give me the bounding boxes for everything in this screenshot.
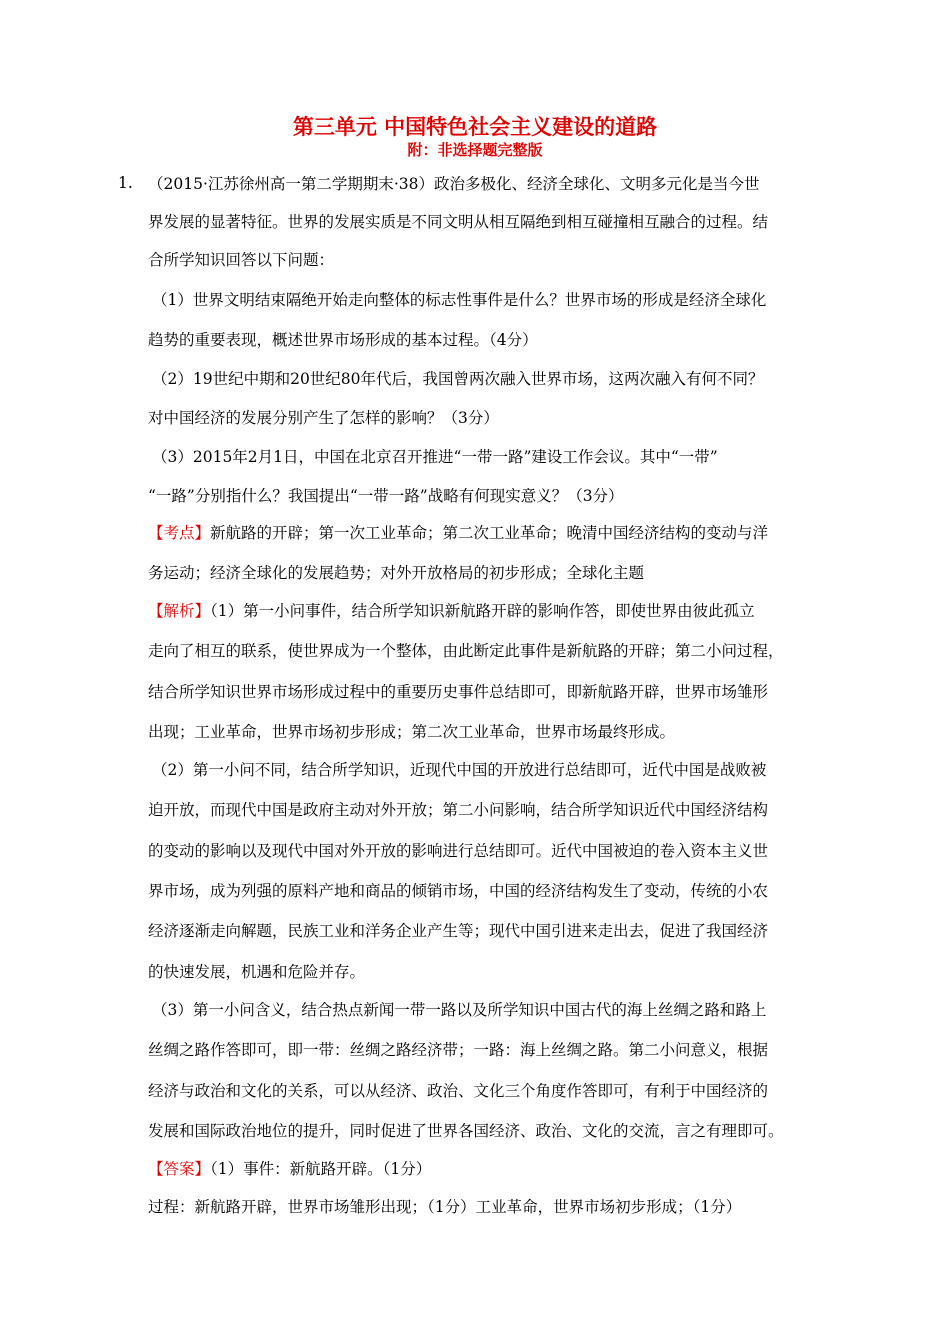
text-line: （3）2015年2月1日，中国在北京召开推进“一带一路”建设工作会议。其中“一带” — [152, 448, 718, 466]
text-line: （2015·江苏徐州高一第二学期期末·38）政治多极化、经济全球化、文明多元化是当今世 — [148, 175, 760, 193]
text-line: 迫开放，而现代中国是政府主动对外开放；第二小问影响，结合所学知识近代中国经济结构 — [148, 801, 769, 819]
text-line: （2）19世纪中期和20世纪80年代后，我国曾两次融入世界市场，这两次融入有何不同？ — [152, 370, 764, 388]
text-line: 趋势的重要表现，概述世界市场形成的基本过程。（4分） — [148, 331, 538, 349]
text-line: 【解析】（1）第一小问事件，结合所学知识新航路开辟的影响作答，即使世界由彼此孤立 — [148, 602, 755, 620]
text-line: 出现；工业革命，世界市场初步形成；第二次工业革命，世界市场最终形成。 — [148, 723, 676, 741]
text-line: 过程：新航路开辟，世界市场雏形出现；（1分）工业革命，世界市场初步形成；（1分） — [148, 1198, 742, 1216]
page-subtitle: 附：非选择题完整版 — [407, 141, 543, 159]
page-title: 第三单元 中国特色社会主义建设的道路 — [292, 115, 658, 139]
text-line: 界发展的显著特征。世界的发展实质是不同文明从相互隔绝到相互碰撞相互融合的过程。结 — [148, 213, 769, 231]
text-line: 界市场，成为列强的原料产地和商品的倾销市场，中国的经济结构发生了变动，传统的小农 — [148, 882, 769, 900]
text-line: “一路”分别指什么？我国提出“一带一路”战略有何现实意义？（3分） — [148, 487, 624, 505]
text-line: （2）第一小问不同，结合所学知识，近现代中国的开放进行总结即可，近代中国是战败被 — [152, 761, 767, 779]
text-line: （1）世界文明结束隔绝开始走向整体的标志性事件是什么？世界市场的形成是经济全球化 — [152, 291, 767, 309]
text-line: 【考点】新航路的开辟；第一次工业革命；第二次工业革命；晚清中国经济结构的变动与洋 — [148, 524, 769, 542]
question-number: 1. — [118, 174, 133, 192]
text-line: 经济逐渐走向解题，民族工业和洋务企业产生等；现代中国引进来走出去，促进了我国经济 — [148, 922, 769, 940]
text-line: （3）第一小问含义，结合热点新闻一带一路以及所学知识中国古代的海上丝绸之路和路上 — [152, 1001, 767, 1019]
text-line: 的变动的影响以及现代中国对外开放的影响进行总结即可。近代中国被迫的卷入资本主义世 — [148, 842, 769, 860]
text-line: 【答案】（1）事件：新航路开辟。（1分） — [148, 1160, 432, 1178]
text-line: 发展和国际政治地位的提升，同时促进了世界各国经济、政治、文化的交流，言之有理即可。 — [148, 1122, 784, 1140]
text-line: 合所学知识回答以下问题： — [148, 251, 335, 269]
text-line: 结合所学知识世界市场形成过程中的重要历史事件总结即可，即新航路开辟，世界市场雏形 — [148, 683, 769, 701]
answer-tag: 【答案】 — [148, 1160, 211, 1178]
text-line: 走向了相互的联系，使世界成为一个整体，由此断定此事件是新航路的开辟；第二小问过程， — [148, 642, 784, 660]
text-line: 务运动；经济全球化的发展趋势；对外开放格局的初步形成；全球化主题 — [148, 564, 645, 582]
kaodian-tag: 【考点】 — [148, 524, 211, 542]
text-line: 丝绸之路作答即可，即一带：丝绸之路经济带；一路：海上丝绸之路。第二小问意义，根据 — [148, 1041, 769, 1059]
text-line: 对中国经济的发展分别产生了怎样的影响？（3分） — [148, 409, 499, 427]
text-line: 的快速发展，机遇和危险并存。 — [148, 963, 366, 981]
jiexi-tag: 【解析】 — [148, 602, 211, 620]
text-line: 经济与政治和文化的关系，可以从经济、政治、文化三个角度作答即可，有利于中国经济的 — [148, 1082, 769, 1100]
